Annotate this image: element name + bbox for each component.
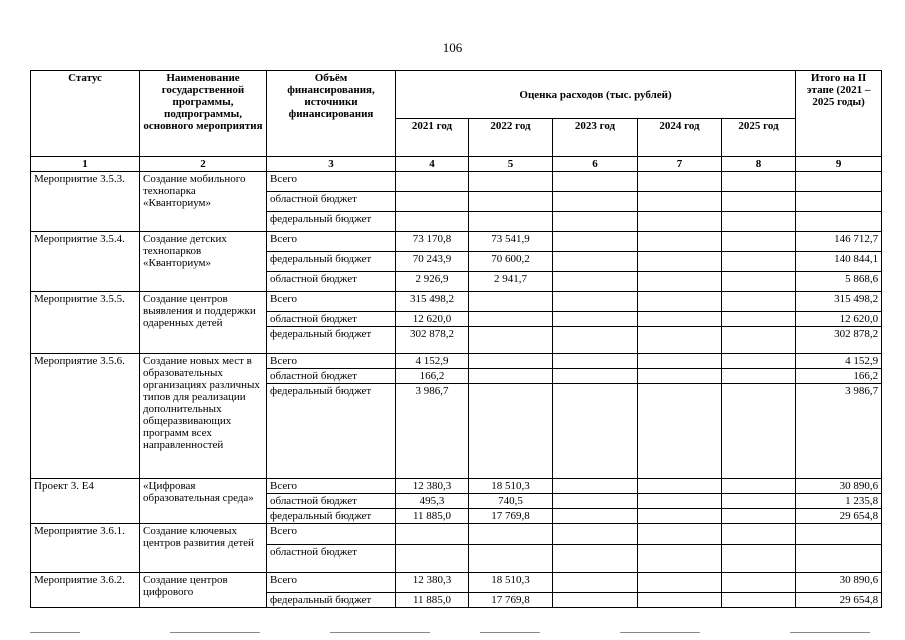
source-cell: Всего (267, 292, 396, 312)
total-cell: 3 986,7 (796, 384, 882, 479)
value-2021-cell: 302 878,2 (396, 327, 469, 354)
total-cell: 4 152,9 (796, 354, 882, 369)
footer-divider (620, 632, 700, 633)
total-cell (796, 545, 882, 573)
total-cell: 5 868,6 (796, 272, 882, 292)
header-year: 2022 год (469, 119, 553, 157)
value-2021-cell: 4 152,9 (396, 354, 469, 369)
source-cell: Всего (267, 232, 396, 252)
value-2025-cell (722, 232, 796, 252)
value-2021-cell (396, 545, 469, 573)
value-2024-cell (638, 384, 722, 479)
value-2025-cell (722, 524, 796, 545)
value-2021-cell: 11 885,0 (396, 593, 469, 608)
value-2023-cell (553, 509, 638, 524)
value-2021-cell (396, 212, 469, 232)
header-name: Наименование государственной программы, подпрограммы, основного мероприятия (140, 71, 267, 157)
table-row (31, 292, 882, 312)
value-2022-cell (469, 354, 553, 369)
value-2021-cell: 12 380,3 (396, 573, 469, 593)
value-2024-cell (638, 509, 722, 524)
value-2023-cell (553, 192, 638, 212)
value-2023-cell (553, 232, 638, 252)
value-2024-cell (638, 172, 722, 192)
column-number: 7 (638, 157, 722, 172)
total-cell (796, 524, 882, 545)
value-2021-cell: 12 380,3 (396, 479, 469, 494)
table-row (31, 232, 882, 252)
status-cell: Мероприятие 3.5.4. (31, 232, 140, 292)
value-2025-cell (722, 573, 796, 593)
value-2022-cell (469, 292, 553, 312)
value-2023-cell (553, 545, 638, 573)
value-2022-cell: 2 941,7 (469, 272, 553, 292)
column-number: 3 (267, 157, 396, 172)
table-row (31, 524, 882, 545)
footer-divider (790, 632, 870, 633)
budget-table (30, 70, 882, 608)
status-cell: Мероприятие 3.6.1. (31, 524, 140, 573)
value-2023-cell (553, 212, 638, 232)
value-2022-cell (469, 384, 553, 479)
source-cell: областной бюджет (267, 272, 396, 292)
source-cell: областной бюджет (267, 192, 396, 212)
source-cell: федеральный бюджет (267, 593, 396, 608)
value-2025-cell (722, 252, 796, 272)
value-2024-cell (638, 369, 722, 384)
name-cell: Создание новых мест в образовательных организациях различных типов для реализации дополнительных общеразвивающих программ всех направленностей (140, 354, 267, 479)
status-cell: Мероприятие 3.5.5. (31, 292, 140, 354)
value-2024-cell (638, 479, 722, 494)
value-2022-cell: 18 510,3 (469, 479, 553, 494)
value-2024-cell (638, 212, 722, 232)
value-2024-cell (638, 593, 722, 608)
value-2024-cell (638, 327, 722, 354)
source-cell: областной бюджет (267, 312, 396, 327)
value-2025-cell (722, 172, 796, 192)
value-2025-cell (722, 292, 796, 312)
value-2021-cell: 2 926,9 (396, 272, 469, 292)
value-2021-cell: 73 170,8 (396, 232, 469, 252)
source-cell: федеральный бюджет (267, 327, 396, 354)
total-cell: 166,2 (796, 369, 882, 384)
total-cell: 1 235,8 (796, 494, 882, 509)
value-2022-cell (469, 369, 553, 384)
name-cell: Создание центров цифрового (140, 573, 267, 608)
header-year: 2023 год (553, 119, 638, 157)
source-cell: федеральный бюджет (267, 252, 396, 272)
value-2025-cell (722, 509, 796, 524)
value-2022-cell (469, 327, 553, 354)
value-2024-cell (638, 494, 722, 509)
value-2025-cell (722, 212, 796, 232)
value-2022-cell (469, 212, 553, 232)
value-2022-cell (469, 192, 553, 212)
header-year: 2021 год (396, 119, 469, 157)
value-2023-cell (553, 172, 638, 192)
column-number: 6 (553, 157, 638, 172)
column-number: 2 (140, 157, 267, 172)
value-2023-cell (553, 272, 638, 292)
value-2021-cell: 495,3 (396, 494, 469, 509)
status-cell: Мероприятие 3.5.3. (31, 172, 140, 232)
table-row (31, 573, 882, 593)
header-estimate: Оценка расходов (тыс. рублей) (396, 71, 796, 119)
value-2023-cell (553, 252, 638, 272)
source-cell: федеральный бюджет (267, 384, 396, 479)
value-2023-cell (553, 593, 638, 608)
total-cell: 29 654,8 (796, 593, 882, 608)
footer-divider (480, 632, 540, 633)
source-cell: Всего (267, 354, 396, 369)
value-2023-cell (553, 292, 638, 312)
total-cell: 30 890,6 (796, 479, 882, 494)
value-2025-cell (722, 192, 796, 212)
value-2025-cell (722, 312, 796, 327)
value-2025-cell (722, 354, 796, 369)
value-2025-cell (722, 494, 796, 509)
source-cell: областной бюджет (267, 545, 396, 573)
table-row (31, 479, 882, 494)
value-2021-cell: 3 986,7 (396, 384, 469, 479)
value-2021-cell: 315 498,2 (396, 292, 469, 312)
value-2021-cell: 166,2 (396, 369, 469, 384)
value-2023-cell (553, 312, 638, 327)
value-2021-cell (396, 192, 469, 212)
value-2022-cell: 70 600,2 (469, 252, 553, 272)
total-cell: 140 844,1 (796, 252, 882, 272)
value-2023-cell (553, 524, 638, 545)
header-year: 2025 год (722, 119, 796, 157)
value-2025-cell (722, 479, 796, 494)
value-2021-cell: 12 620,0 (396, 312, 469, 327)
value-2023-cell (553, 369, 638, 384)
value-2024-cell (638, 292, 722, 312)
source-cell: Всего (267, 172, 396, 192)
value-2022-cell (469, 524, 553, 545)
total-cell (796, 212, 882, 232)
total-cell (796, 172, 882, 192)
total-cell: 146 712,7 (796, 232, 882, 252)
total-cell: 29 654,8 (796, 509, 882, 524)
total-cell: 315 498,2 (796, 292, 882, 312)
value-2022-cell: 18 510,3 (469, 573, 553, 593)
value-2024-cell (638, 312, 722, 327)
value-2024-cell (638, 232, 722, 252)
value-2023-cell (553, 573, 638, 593)
column-number: 1 (31, 157, 140, 172)
footer-divider (170, 632, 260, 633)
header-total: Итого на II этапе (2021 – 2025 годы) (796, 71, 882, 157)
value-2024-cell (638, 252, 722, 272)
name-cell: Создание детских технопарков «Кванториум» (140, 232, 267, 292)
column-number: 9 (796, 157, 882, 172)
value-2023-cell (553, 327, 638, 354)
status-cell: Мероприятие 3.6.2. (31, 573, 140, 608)
name-cell: Создание ключевых центров развития детей (140, 524, 267, 573)
value-2025-cell (722, 327, 796, 354)
value-2022-cell: 740,5 (469, 494, 553, 509)
value-2024-cell (638, 354, 722, 369)
name-cell: Создание центров выявления и поддержки одаренных детей (140, 292, 267, 354)
value-2022-cell (469, 312, 553, 327)
value-2024-cell (638, 524, 722, 545)
footer-divider (330, 632, 430, 633)
name-cell: «Цифровая образовательная среда» (140, 479, 267, 524)
total-cell (796, 192, 882, 212)
header-funding: Объём финансирования, источники финансирования (267, 71, 396, 157)
value-2025-cell (722, 272, 796, 292)
value-2022-cell: 17 769,8 (469, 593, 553, 608)
status-cell: Мероприятие 3.5.6. (31, 354, 140, 479)
source-cell: Всего (267, 479, 396, 494)
column-number: 5 (469, 157, 553, 172)
header-year: 2024 год (638, 119, 722, 157)
table-row (31, 354, 882, 369)
table-body (31, 172, 882, 608)
name-cell: Создание мобильного технопарка «Кванториум» (140, 172, 267, 232)
header-status: Статус (31, 71, 140, 157)
value-2022-cell (469, 545, 553, 573)
total-cell: 302 878,2 (796, 327, 882, 354)
value-2021-cell (396, 172, 469, 192)
value-2025-cell (722, 369, 796, 384)
value-2024-cell (638, 545, 722, 573)
value-2024-cell (638, 192, 722, 212)
source-cell: федеральный бюджет (267, 509, 396, 524)
value-2022-cell: 17 769,8 (469, 509, 553, 524)
value-2025-cell (722, 545, 796, 573)
value-2025-cell (722, 384, 796, 479)
value-2023-cell (553, 494, 638, 509)
column-number: 8 (722, 157, 796, 172)
page-number: 106 (442, 40, 463, 55)
column-number: 4 (396, 157, 469, 172)
value-2024-cell (638, 272, 722, 292)
value-2021-cell (396, 524, 469, 545)
value-2023-cell (553, 384, 638, 479)
table-row (31, 172, 882, 192)
total-cell: 12 620,0 (796, 312, 882, 327)
value-2025-cell (722, 593, 796, 608)
value-2024-cell (638, 573, 722, 593)
value-2022-cell: 73 541,9 (469, 232, 553, 252)
footer-divider (30, 632, 80, 633)
value-2023-cell (553, 479, 638, 494)
value-2021-cell: 11 885,0 (396, 509, 469, 524)
source-cell: Всего (267, 524, 396, 545)
source-cell: федеральный бюджет (267, 212, 396, 232)
total-cell: 30 890,6 (796, 573, 882, 593)
value-2023-cell (553, 354, 638, 369)
source-cell: областной бюджет (267, 369, 396, 384)
value-2021-cell: 70 243,9 (396, 252, 469, 272)
value-2022-cell (469, 172, 553, 192)
source-cell: Всего (267, 573, 396, 593)
status-cell: Проект 3. Е4 (31, 479, 140, 524)
source-cell: областной бюджет (267, 494, 396, 509)
